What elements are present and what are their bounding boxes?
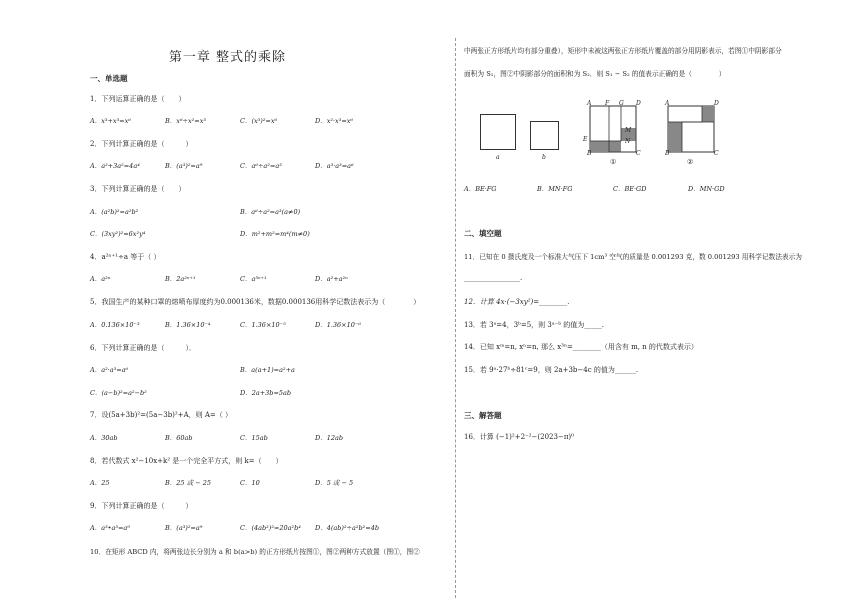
q6-stem: 6．下列计算正确的是（ ）．	[90, 344, 196, 352]
q1-option-a: A．x³+x³=x⁶	[90, 117, 131, 125]
q6-option-b: B．a(a+1)=a²+a	[240, 366, 295, 374]
q5-stem: 5．我国生产的某种口罩的熔喷布厚度约为0.000136米，数据0.000136用科学记数法表示为（ ）	[90, 298, 421, 306]
q10-continuation-2: 面积为 S₁，图②中阴影部分的面积和为 S₂．则 S₁ − S₂ 的值表示正确的是（ ）	[464, 70, 726, 78]
q5-option-b: B．1.36×10⁻⁴	[165, 321, 211, 329]
q9-option-c: C．(4ab²)²=20a²b⁴	[240, 524, 301, 532]
q9-option-d: D．4(ab)²÷a²b²=4b	[315, 524, 379, 532]
q8-option-d: D．5 或 − 5	[315, 479, 354, 487]
q2-option-b: B．(a³)²=a⁹	[165, 162, 203, 170]
q3-option-d: D．m²+m²=m⁴(m≠0)	[240, 230, 310, 238]
q6-option-a: A．a²·a³=a⁶	[90, 366, 129, 374]
q6-option-c: C．(a−b)²=a²−b²	[90, 389, 147, 397]
q5-option-d: D．1.36×10⁻⁶	[315, 321, 361, 329]
q8-option-c: C．10	[240, 479, 260, 487]
fig1-label-E: E	[583, 136, 588, 143]
q3-option-a: A．(a²b)²=a²b²	[90, 208, 139, 216]
q4-stem: 4．a²ⁿ⁺¹÷a 等于（ ）	[90, 253, 161, 261]
q4-option-b: B．2a²ⁿ⁺¹	[165, 275, 196, 283]
q8-option-b: B．25 或 − 25	[165, 479, 211, 487]
q10-option-d: D．MN·GD	[688, 185, 725, 193]
q2-option-a: A．a²+3a²=4a⁴	[90, 162, 140, 170]
fig1-label-F: F	[605, 100, 610, 107]
q9-stem: 9．下列计算正确的是（ ）	[90, 502, 193, 510]
q5-option-a: A．0.136×10⁻³	[90, 321, 140, 329]
section-single-choice: 一、单选题	[90, 74, 128, 83]
fig1-label-C: C	[636, 150, 641, 157]
fig1-caption: ①	[610, 158, 617, 166]
fig2-label-D: D	[714, 100, 719, 107]
fig1-label-M: M	[625, 127, 632, 134]
q2-option-c: C．a⁶÷a²=a³	[240, 162, 282, 170]
fig1-label-D: D	[636, 100, 641, 107]
label-b: b	[542, 154, 546, 161]
fig1-label-N: N	[625, 138, 631, 145]
q1-option-d: D．x²·x³=x⁶	[315, 117, 354, 125]
q10-option-b: B．MN·FG	[537, 185, 573, 193]
fig2-caption: ②	[687, 158, 694, 166]
label-a: a	[496, 154, 500, 161]
square-b	[530, 121, 559, 150]
section-fill-in: 二、填空题	[464, 229, 502, 238]
q3-stem: 3．下列计算正确的是（ ）	[90, 185, 186, 193]
q15: 15．若 9ᵃ·27ᵇ÷81ᶜ=9，则 2a+3b−4c 的值为______.	[464, 366, 639, 374]
q11-stem: 11．已知在 0 摄氏度及一个标准大气压下 1cm³ 空气的质量是 0.001293 克，数 0.001293 用科学记数法表示为	[464, 253, 802, 261]
figure-2	[662, 96, 722, 162]
q8-option-a: A．25	[90, 479, 110, 487]
section-answer: 三、解答题	[464, 411, 502, 420]
q3-option-b: B．a⁶÷a²=a³(a≠0)	[240, 208, 301, 216]
square-a	[480, 114, 516, 150]
q16: 16．计算 (−1)²+2⁻²−(2023−π)⁰	[464, 433, 574, 441]
q5-option-c: C．1.36×10⁻⁵	[240, 321, 286, 329]
q7-option-a: A．30ab	[90, 434, 118, 442]
q2-stem: 2．下列计算正确的是（ ）	[90, 140, 193, 148]
right-column	[456, 0, 860, 608]
q10-option-a: A．BE·FG	[464, 185, 497, 193]
fig1-label-A: A	[587, 100, 592, 107]
q9-option-a: A．a³•a³=a⁹	[90, 524, 130, 532]
q2-option-d: D．a³·a³=a⁶	[315, 162, 354, 170]
q4-option-d: D．a²+a²ⁿ	[315, 275, 348, 283]
q7-stem: 7．设(5a+3b)²=(5a−3b)²+A，则 A=（ ）	[90, 411, 232, 419]
q10-stem: 10．在矩形 ABCD 内，将两张边长分别为 a 和 b(a>b) 的正方形纸片按图①，图②两种方式放置（图①，图②	[90, 548, 420, 556]
q13: 13．若 3ᵃ=4，3ᵇ=5，则 3ᵃ⁻ᵇ 的值为_____.	[464, 321, 604, 329]
q1-option-b: B．x⁶÷x²=x³	[165, 117, 206, 125]
q7-option-c: C．15ab	[240, 434, 268, 442]
q3-option-c: C．(3xy²)²=6x²y⁴	[90, 230, 146, 238]
q7-option-b: B．60ab	[165, 434, 193, 442]
q10-option-c: C．BE·GD	[613, 185, 647, 193]
page-title: 第一章 整式的乘除	[168, 50, 287, 65]
figure-1	[584, 96, 644, 162]
fig1-label-G: G	[619, 100, 624, 107]
q8-stem: 8．若代数式 x²−10x+k² 是一个完全平方式，则 k=（ ）	[90, 457, 283, 465]
q4-option-c: C．a³ⁿ⁺¹	[240, 275, 267, 283]
q7-option-d: D．12ab	[315, 434, 344, 442]
q1-option-c: C．(x³)²=x⁶	[240, 117, 278, 125]
fig2-label-B: B	[665, 150, 670, 157]
q12: 12．计算 4x·(−3xy²)=________．	[464, 298, 575, 306]
q1-stem: 1．下列运算正确的是（ ）	[90, 95, 186, 103]
q6-option-d: D．2a+3b=5ab	[240, 389, 292, 397]
q9-option-b: B．(a³)²=a⁹	[165, 524, 203, 532]
fig1-label-B: B	[587, 150, 592, 157]
q14: 14．已知 xᵐ=n, xⁿ=n, 那么 x³ⁿ=________（用含有 m, n 的代数式表示）	[464, 343, 698, 351]
q10-continuation-1: 中两张正方形纸片均有部分重叠），矩形中未被这两张正方形纸片覆盖的部分用阴影表示，若图①中阴影部分	[464, 47, 782, 55]
fig2-label-A: A	[665, 100, 670, 107]
q4-option-a: A．a²ⁿ	[90, 275, 111, 283]
fig2-label-C: C	[714, 150, 719, 157]
q11-blank: ________________.	[464, 274, 523, 282]
